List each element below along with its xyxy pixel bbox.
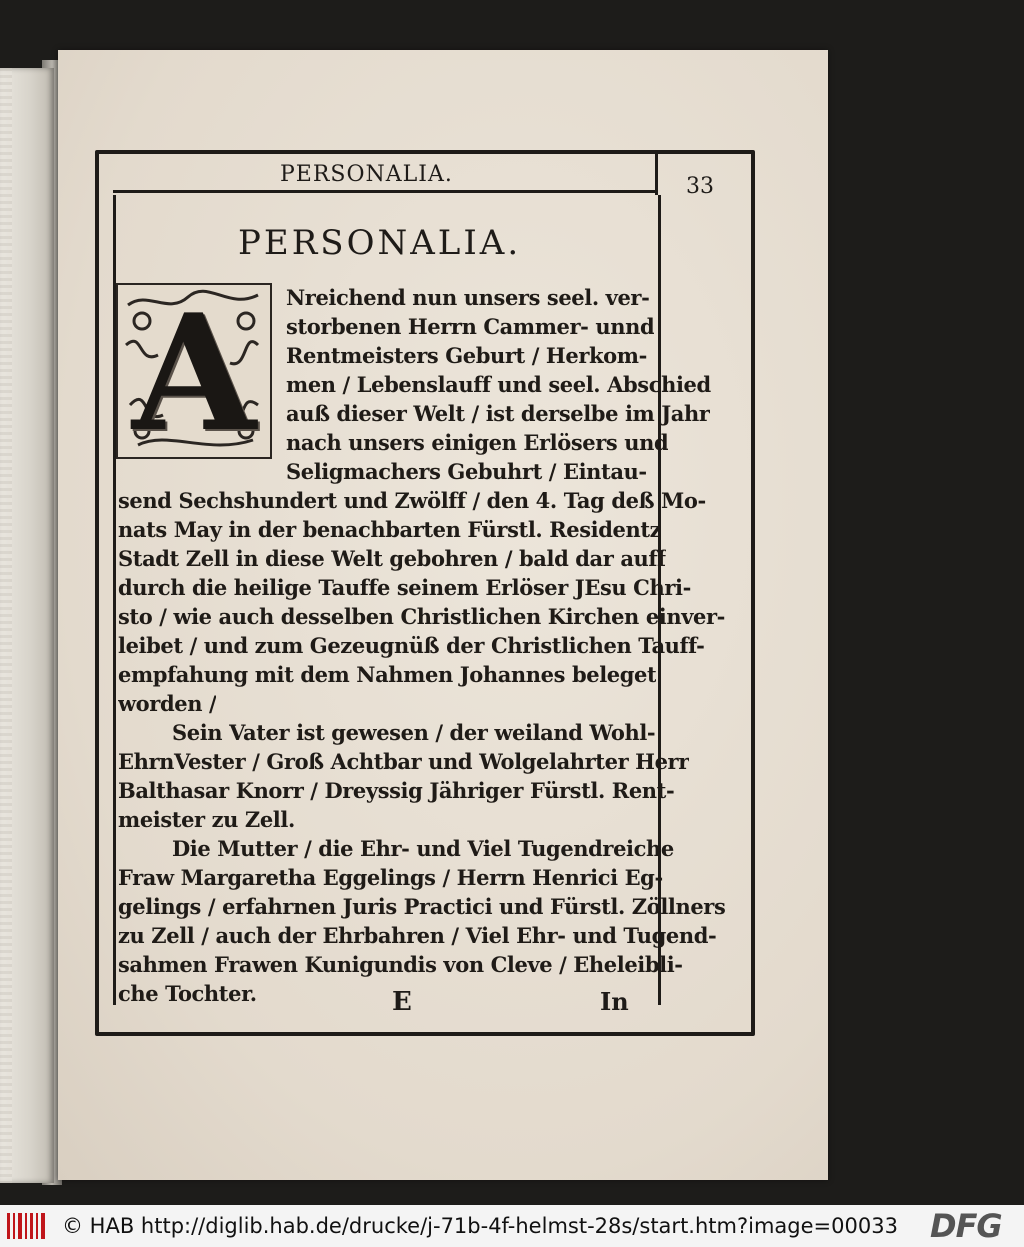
text-line: auß dieser Welt / ist derselbe im Jahr bbox=[286, 401, 710, 426]
text-line: Rentmeisters Geburt / Herkom- bbox=[286, 343, 647, 368]
text-line: gelings / erfahrnen Juris Practici und Fürstl. Zöllners bbox=[118, 894, 726, 919]
text-line: men / Lebenslauff und seel. Abschied bbox=[286, 372, 711, 397]
text-line: Nreichend nun unsers seel. ver- bbox=[286, 285, 650, 310]
text-line: Fraw Margaretha Eggelings / Herrn Henrici Eg- bbox=[118, 865, 663, 890]
footer-credit-link[interactable]: © HAB http://diglib.hab.de/drucke/j-71b-4f-helmst-28s/start.htm?image=00033 bbox=[62, 1214, 898, 1238]
dfg-logo: DFG bbox=[930, 1207, 1002, 1245]
text-line: empfahung mit dem Nahmen Johannes beleget bbox=[118, 662, 657, 687]
text-line: durch die heilige Tauffe seinem Erlöser JEsu Chri- bbox=[118, 575, 691, 600]
text-line: leibet / und zum Gezeugnüß der Christlichen Tauff- bbox=[118, 633, 705, 658]
text-line: sto / wie auch desselben Christlichen Kirchen einver- bbox=[118, 604, 725, 629]
text-line: Balthasar Knorr / Dreyssig Jähriger Fürstl. Rent- bbox=[118, 778, 675, 803]
text-line: meister zu Zell. bbox=[118, 807, 295, 832]
footer-bar bbox=[0, 1205, 1024, 1247]
text-line: Sein Vater ist gewesen / der weiland Wohl- bbox=[172, 720, 656, 745]
catchword: In bbox=[600, 987, 629, 1016]
text-line: Stadt Zell in diese Welt gebohren / bald dar auff bbox=[118, 546, 666, 571]
text-line: send Sechshundert und Zwölff / den 4. Tag deß Mo- bbox=[118, 488, 706, 513]
initial-letter: A bbox=[131, 283, 257, 459]
text-line: nach unsers einigen Erlösers und bbox=[286, 430, 669, 455]
header-rule bbox=[113, 190, 658, 193]
text-line: storbenen Herrn Cammer- unnd bbox=[286, 314, 655, 339]
page-heading: PERSONALIA. bbox=[238, 223, 522, 263]
hab-barcode-logo-icon bbox=[6, 1211, 46, 1241]
text-line: worden / bbox=[118, 691, 217, 716]
text-line: che Tochter. bbox=[118, 981, 257, 1006]
text-line: nats May in der benachbarten Fürstl. Residentz bbox=[118, 517, 662, 542]
running-head: PERSONALIA. bbox=[280, 162, 453, 187]
text-line: sahmen Frawen Kunigundis von Cleve / Eheleibli- bbox=[118, 952, 683, 977]
left-page-edges bbox=[0, 68, 54, 1183]
text-line: Die Mutter / die Ehr- und Viel Tugendreiche bbox=[172, 836, 674, 861]
signature-mark: E bbox=[392, 987, 412, 1017]
text-line: Seligmachers Gebuhrt / Eintau- bbox=[286, 459, 647, 484]
text-line: zu Zell / auch der Ehrbahren / Viel Ehr- und Tugend- bbox=[118, 923, 717, 948]
body-text bbox=[118, 284, 726, 1006]
page-number: 33 bbox=[686, 174, 714, 199]
header-divider bbox=[655, 150, 658, 195]
text-line: EhrnVester / Groß Achtbar und Wolgelahrter Herr bbox=[118, 749, 689, 774]
